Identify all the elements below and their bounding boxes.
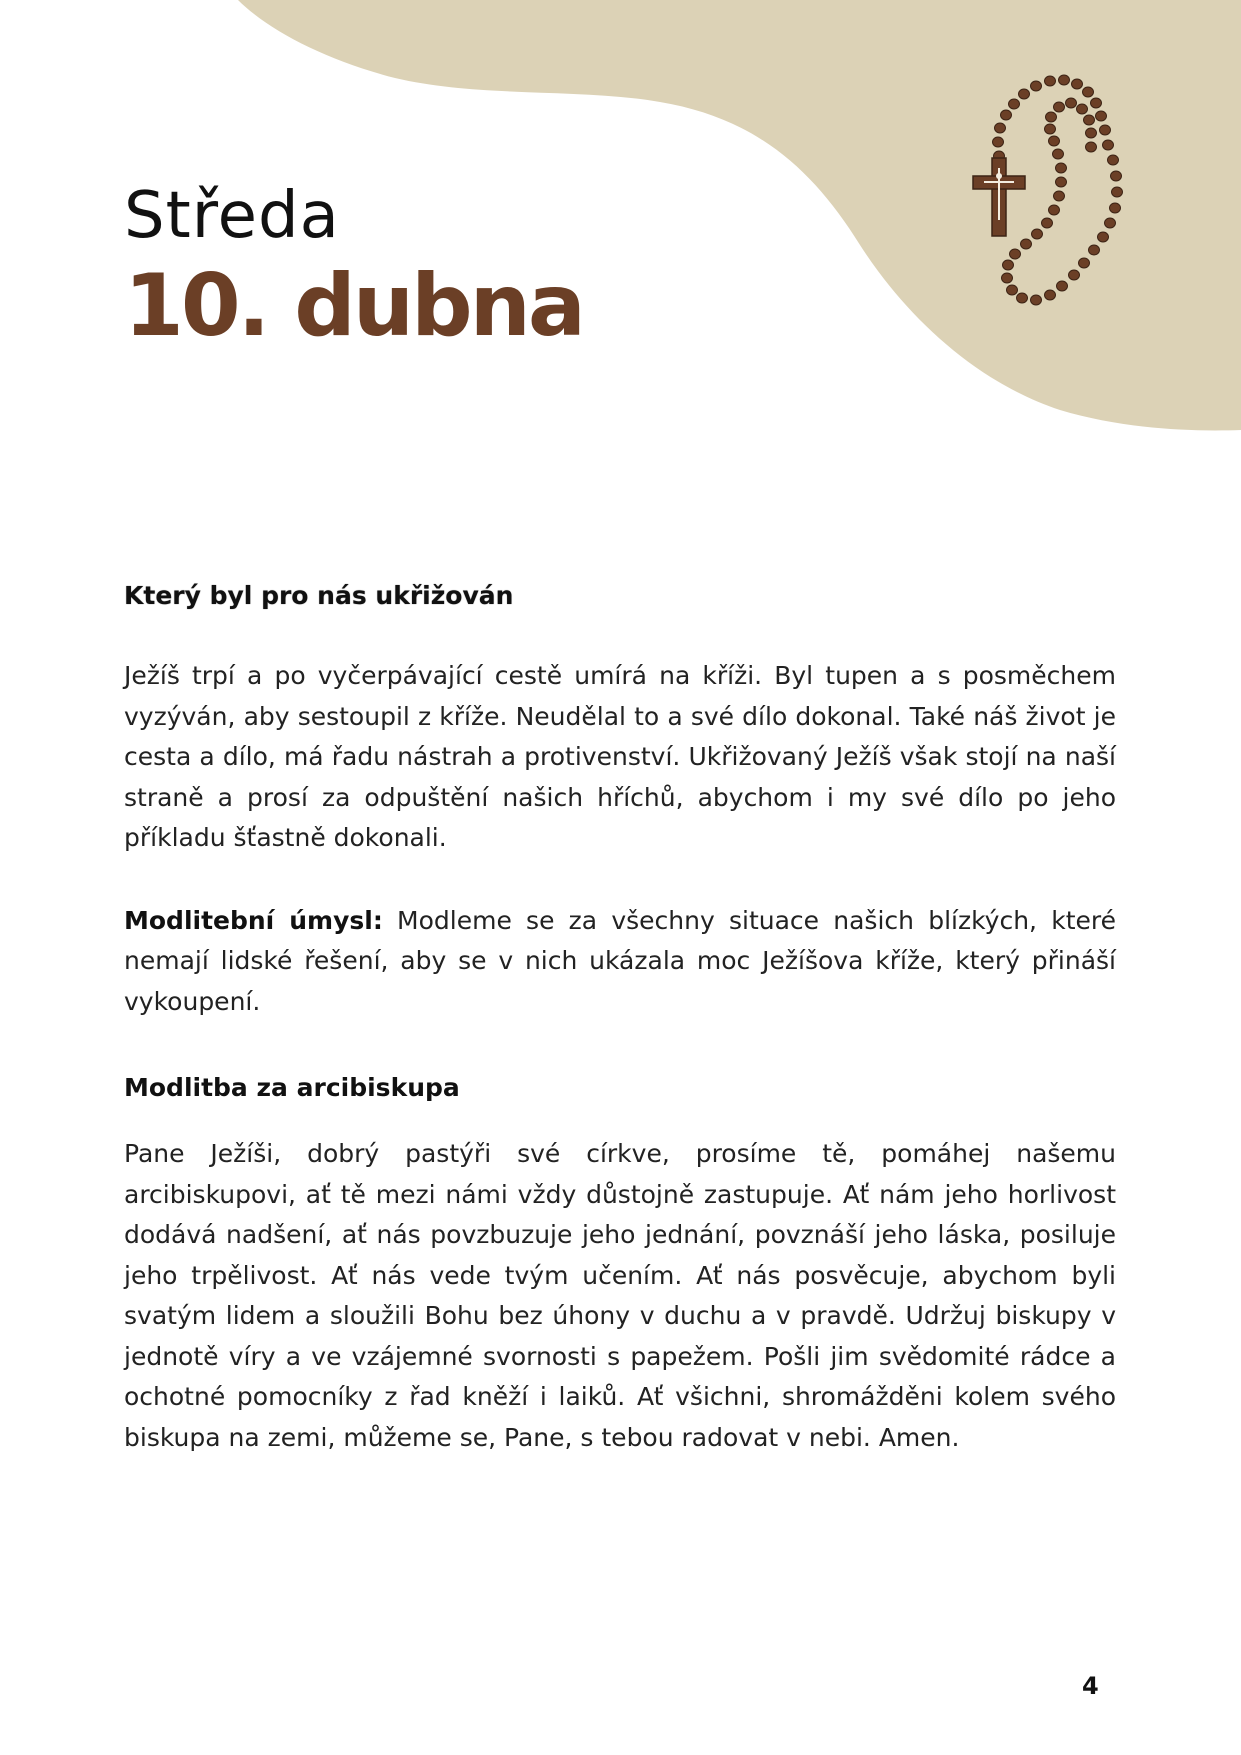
rosary-bead (1112, 187, 1123, 197)
rosary-bead (1045, 76, 1056, 86)
reflection-paragraph: Ježíš trpí a po vyčerpávající cestě umírá na kříži. Byl tupen a s posměchem vyzýván, aby sestoupil z kříže. Neudělal to a své dílo dokonal. Také náš život je cesta a dílo, má řadu nástrah a protivenství. Ukřižovaný Ježíš však stojí na naší straně a prosí za odpuštění našich hříchů, abychom i my své dílo po jeho příkladu šťastně dokonali. (124, 661, 1116, 852)
rosary-bead (1053, 149, 1064, 159)
rosary-bead (1042, 218, 1053, 228)
rosary-bead (1056, 177, 1067, 187)
rosary-bead (1083, 87, 1094, 97)
date-title: 10. dubna (124, 256, 583, 356)
rosary-bead (1002, 273, 1013, 283)
rosary-bead (1108, 155, 1119, 165)
rosary-bead (1069, 270, 1080, 280)
rosary-bead (1091, 98, 1102, 108)
cross-icon (973, 158, 1025, 236)
rosary-bead (1057, 281, 1068, 291)
rosary-bead (1032, 229, 1043, 239)
prayer-intention-text: Modleme se za všechny situace našich blízkých, které nemají lidské řešení, aby se v nich ukázala moc Ježíšova kříže, který přináší vykoupení. (124, 905, 1116, 1016)
rosary-bead (1086, 142, 1097, 152)
rosary-bead (1089, 245, 1100, 255)
rosary-bead (1054, 102, 1065, 112)
rosary-bead (1019, 89, 1030, 99)
rosary-bead (1086, 128, 1097, 138)
rosary-bead (1017, 293, 1028, 303)
rosary-bead (1066, 98, 1077, 108)
rosary-bead (1046, 112, 1057, 122)
page-content (124, 576, 1116, 1458)
rosary-bead (1077, 104, 1088, 114)
rosary-bead (1001, 110, 1012, 120)
rosary-bead (1059, 75, 1070, 85)
rosary-bead (1056, 163, 1067, 173)
rosary-bead (1100, 125, 1111, 135)
rosary-bead (995, 123, 1006, 133)
rosary-bead (1049, 136, 1060, 146)
rosary-bead (1072, 79, 1083, 89)
rosary-icon (960, 70, 1170, 350)
rosary-bead (1031, 81, 1042, 91)
rosary-bead (1003, 260, 1014, 270)
rosary-bead (1045, 290, 1056, 300)
section-heading-prayer: Modlitba za arcibiskupa (124, 1073, 460, 1102)
rosary-bead (993, 137, 1004, 147)
rosary-bead (1010, 249, 1021, 259)
rosary-bead (1098, 232, 1109, 242)
prayer-paragraph: Pane Ježíši, dobrý pastýři své církve, prosíme tě, pomáhej našemu arcibiskupovi, ať tě mezi námi vždy důstojně zastupuje. Ať nám jeho horlivost dodává nadšení, ať nás povzbuzuje jeho jednání, povznáší jeho láska, posiluje jeho trpělivost. Ať nás vede tvým učením. Ať nás posvěcuje, abychom byli svatým lidem a sloužili Bohu bez úhony v duchu a v pravdě. Udržuj biskupy v jednotě víry a ve vzájemné svornosti s papežem. Pošli jim svědomité rádce a ochotné pomocníky z řad kněží i laiků. Ať všichni, shromážděni kolem svého biskupa na zemi, můžeme se, Pane, s tebou radovat v nebi. Amen. (124, 1139, 1116, 1452)
rosary-bead (1084, 115, 1095, 125)
rosary-bead (1110, 203, 1121, 213)
rosary-bead (1049, 205, 1060, 215)
rosary-bead (1031, 295, 1042, 305)
rosary-bead (1105, 218, 1116, 228)
rosary-bead (1054, 191, 1065, 201)
rosary-bead (1021, 239, 1032, 249)
title-block (124, 176, 583, 356)
rosary-bead (1079, 258, 1090, 268)
page-number: 4 (1082, 1672, 1099, 1700)
rosary-bead (1103, 140, 1114, 150)
rosary-bead (1045, 124, 1056, 134)
rosary-bead (1096, 111, 1107, 121)
section-heading-crucified: Který byl pro nás ukřižován (124, 581, 514, 610)
day-title: Středa (124, 179, 340, 253)
rosary-bead (1007, 285, 1018, 295)
prayer-intention-paragraph (124, 901, 1116, 1023)
prayer-intention-label: Modlitební úmysl: (124, 905, 383, 935)
rosary-bead (1009, 99, 1020, 109)
rosary-bead (1111, 171, 1122, 181)
